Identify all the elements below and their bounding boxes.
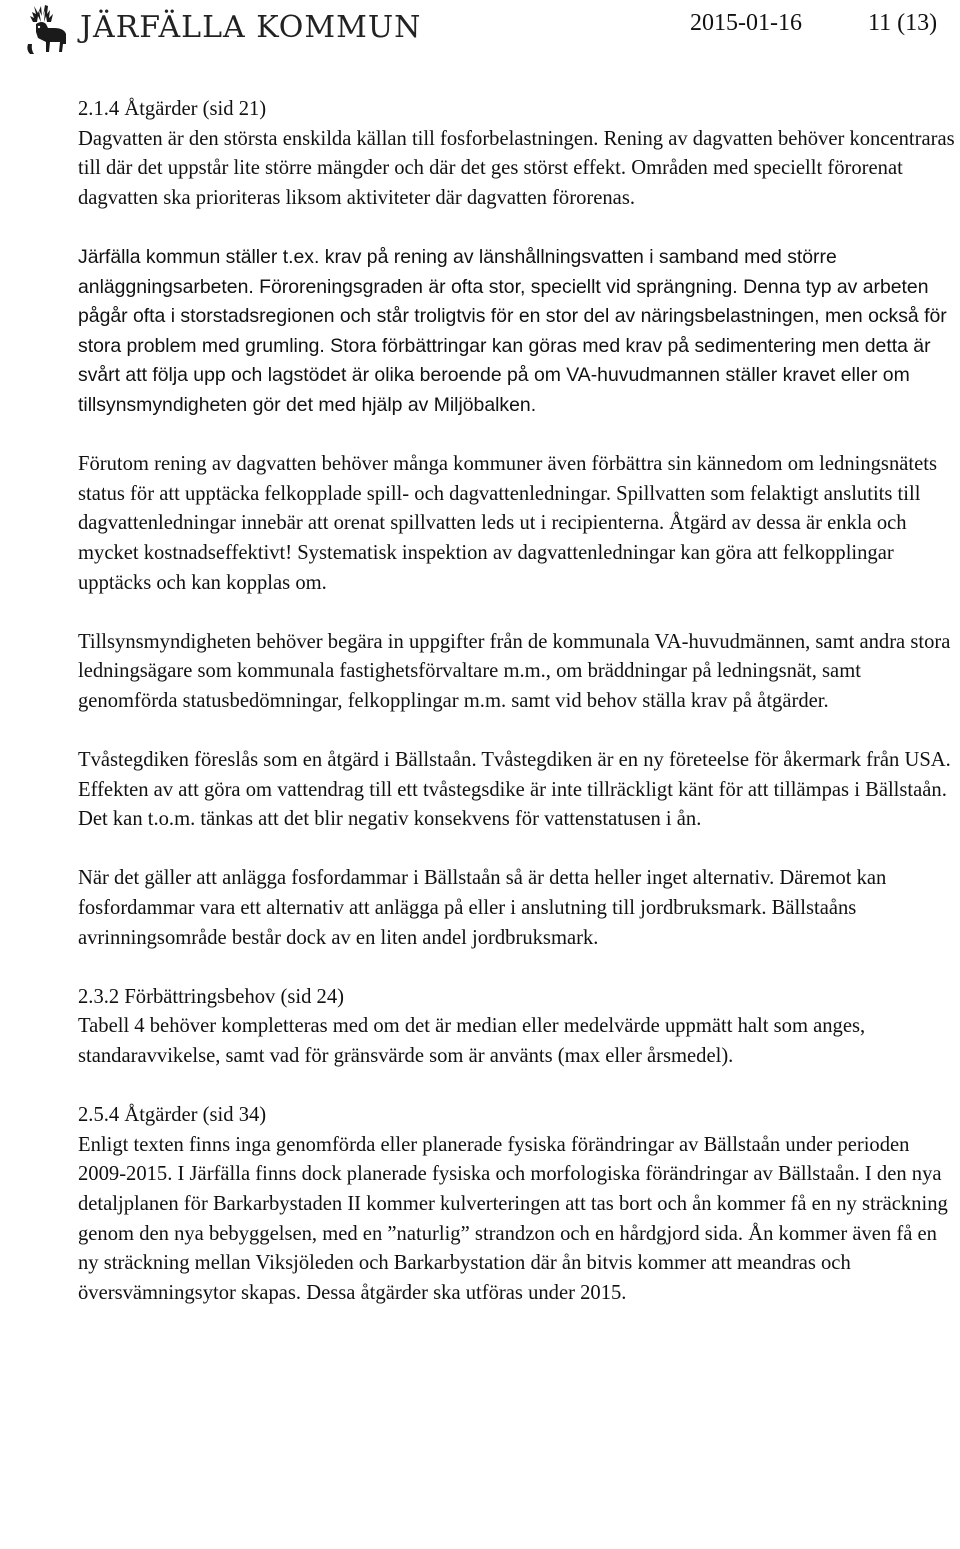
paragraph: Förutom rening av dagvatten behöver många kommuner även förbättra sin kännedom om ledningsnätets status för att upptäcka felkopplade spill- och dagvattenledningar. Spillvatten som felaktigt anslutits till dagvattenledningar innebär att orenat spillvatten leds ut i recipienterna. Åtgärd av dessa är enkla och mycket kostnadseffektivt! Systematisk inspektion av dagvattenledningar kan göra att felkopplingar upptäcks och kan kopplas om. (78, 453, 937, 594)
organization-name: JÄRFÄLLA KOMMUN (80, 10, 422, 45)
sans-paragraph-text: Stora förbättringar kan göras med krav på sedimentering men detta är svårt att följa upp och lagstödet är olika beroende på om VA-huvudmannen ställer kravet eller om tillsynsmyndigheten gör det med hjälp av Miljöbalken. (78, 334, 931, 416)
section-heading: 2.5.4 Åtgärder (sid 34) (78, 1104, 267, 1127)
section-heading: 2.1.4 Åtgärder (sid 21) (78, 98, 267, 120)
document-date: 2015-01-16 (690, 10, 802, 36)
paragraph: Tabell 4 behöver kompletteras med om det är median eller medelvärde uppmätt halt som anges, standaravvikelse, samt vad för gränsvärde som är använts (max eller årsmedel). (78, 1015, 866, 1067)
paragraph: Tillsynsmyndigheten behöver begära in uppgifter från de kommunala VA-huvudmännen, samt andra stora ledningsägare som kommunala fastighetsförvaltare m.m., om bräddningar på ledningsnät, samt genomförda statusbedömningar, felkopplingar m.m. samt vid behov ställa krav på åtgärder. (78, 630, 951, 712)
paragraph: Tvåstegdiken föreslås som en åtgärd i Bällstaån. Tvåstegdiken är en ny företeelse för åkermark från USA. Effekten av att göra om vattendrag till ett tvåstegsdike är inte tillräckligt känt för att tillämpas i Bällstaån. Det kan t.o.m. tänkas att det blir negativ konsekvens för vattenstatusen i ån. (78, 749, 951, 831)
section-heading: 2.3.2 Förbättringsbehov (sid 24) (78, 985, 344, 1008)
page-number: 11 (13) (868, 10, 938, 36)
paragraph: Dagvatten är den största enskilda källan till fosforbelastningen. Rening av dagvatten behöver koncentraras till där det uppstår lite större mängder och där det ges störst effekt. Områden med speciellt förorenat dagvatten ska prioriteras liksom aktiviteter där dagvatten förorenas. (78, 127, 955, 209)
sans-paragraph-text: Järfälla kommun ställer t.ex. krav på rening av länshållningsvatten i samband med större anläggningsarbeten. Föroreningsgraden är ofta stor, speciellt vid sprängning. Denna typ av arbeten pågår ofta i storstadsregionen och står troligtvis för en stor del av näringsbelastningen, men också för stora problem med grumling. (78, 245, 947, 357)
document-body (78, 95, 958, 1338)
reindeer-logo-icon (14, 2, 74, 58)
page-header (0, 0, 960, 60)
paragraph: Enligt texten finns inga genomförda eller planerade fysiska förändringar av Bällstaån under perioden 2009-2015. I Järfälla finns dock planerade fysiska och morfologiska förändringar av Bällstaån. I den nya detaljplanen för Barkarbystaden II kommer kulverteringen att tas bort och ån kommer få en ny sträckning genom den nya bebyggelsen, med en ”naturlig” strandzon och en hårdgjord sida. Ån kommer även få en ny sträckning mellan Viksjöleden och Barkarbystation där ån bitvis kommer att meandras och översvämningsytor skapas. Dessa åtgärder ska utföras under 2015. (78, 1133, 948, 1304)
paragraph: När det gäller att anlägga fosfordammar i Bällstaån så är detta heller inget alternativ. Däremot kan fosfordammar vara ett alternativ att anlägga på eller i anslutning till jordbruksmark. Bällstaåns avrinningsområde består dock av en liten andel jordbruksmark. (78, 867, 887, 949)
paragraph (78, 243, 958, 421)
